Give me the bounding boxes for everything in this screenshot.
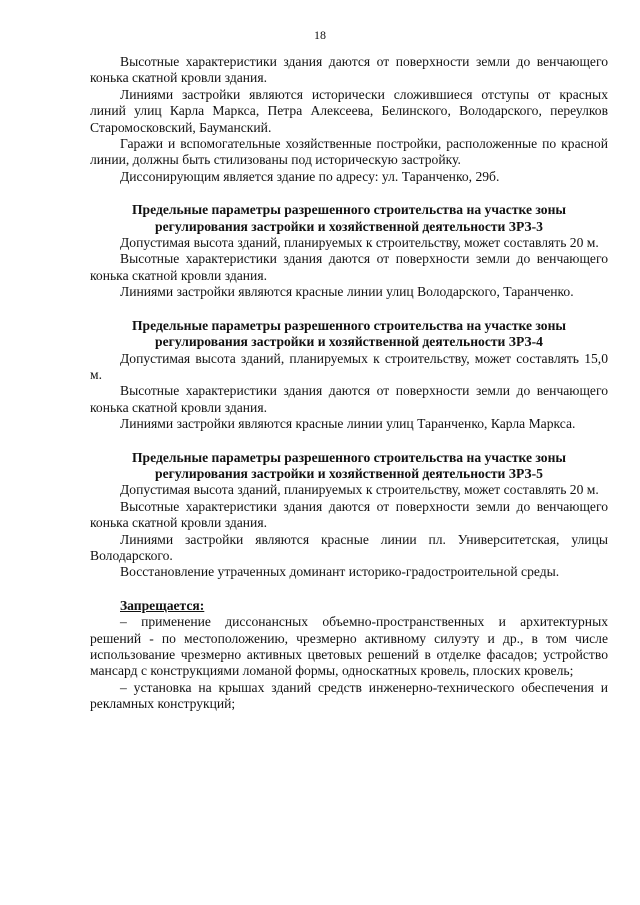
paragraph: Линиями застройки являются красные линии пл. Университетская, улицы Володарского. [90,531,608,563]
paragraph: Допустимая высота зданий, планируемых к строительству, может составлять 20 м. [120,235,599,251]
paragraph: Высотные характеристики здания даются от поверхности земли до венчающего конька скатной кровли здания. [90,498,608,531]
prohibited-item: – установка на крышах зданий средств инженерно-технического обеспечения и рекламных конструкций; [90,679,608,712]
prohibited-label: Запрещается: [120,597,205,613]
paragraph: Высотные характеристики здания даются от поверхности земли до венчающего конька скатной кровли здания. [90,251,608,283]
paragraph: Линиями застройки являются исторически сложившиеся отступы от красных линий улиц Карла Маркса, Петра Алексеева, Белинского, Володарского, переулков Старомосковский, Бауманский. [90,86,608,135]
paragraph: Допустимая высота зданий, планируемых к строительству, может составлять 20 м. [120,482,599,498]
paragraph: Допустимая высота зданий, планируемых к строительству, может составлять 15,0 м. [90,350,608,382]
paragraph: Диссонирующим является здание по адресу: ул. Таранченко, 29б. [120,168,500,184]
section-heading-zrz5: Предельные параметры разрешенного строительства на участке зоны регулирования застройки и хозяйственной деятельности ЗРЗ-5 [131,449,567,481]
section-heading-zrz3: Предельные параметры разрешенного строительства на участке зоны регулирования застройки и хозяйственной деятельности ЗРЗ-3 [131,202,567,234]
paragraph: Высотные характеристики здания даются от поверхности земли до венчающего конька скатной кровли здания. [90,383,608,415]
paragraph: Восстановление утраченных доминант историко-градостроительной среды. [120,564,560,580]
paragraph: Линиями застройки являются красные линии улиц Володарского, Таранченко. [120,284,574,300]
paragraph: Гаражи и вспомогательные хозяйственные постройки, расположенные по красной линии, должны быть стилизованы под историческую застройку. [90,136,608,168]
prohibited-item: – применение диссонансных объемно-пространственных и архитектурных решений - по местоположению, чрезмерно активному силуэту и др., в том числе использование чрезмерно активных цветовых решений в отделке фасадов; устройство мансард с конструкциями ломаной формы, односкатных кровель, плоских кровель; [90,614,608,679]
document-body [90,54,608,713]
page-number: 18 [314,28,326,42]
paragraph: Высотные характеристики здания даются от поверхности земли до венчающего конька скатной кровли здания. [90,54,608,86]
section-heading-zrz4: Предельные параметры разрешенного строительства на участке зоны регулирования застройки и хозяйственной деятельности ЗРЗ-4 [131,317,567,350]
paragraph: Линиями застройки являются красные линии улиц Таранченко, Карла Маркса. [120,416,576,432]
